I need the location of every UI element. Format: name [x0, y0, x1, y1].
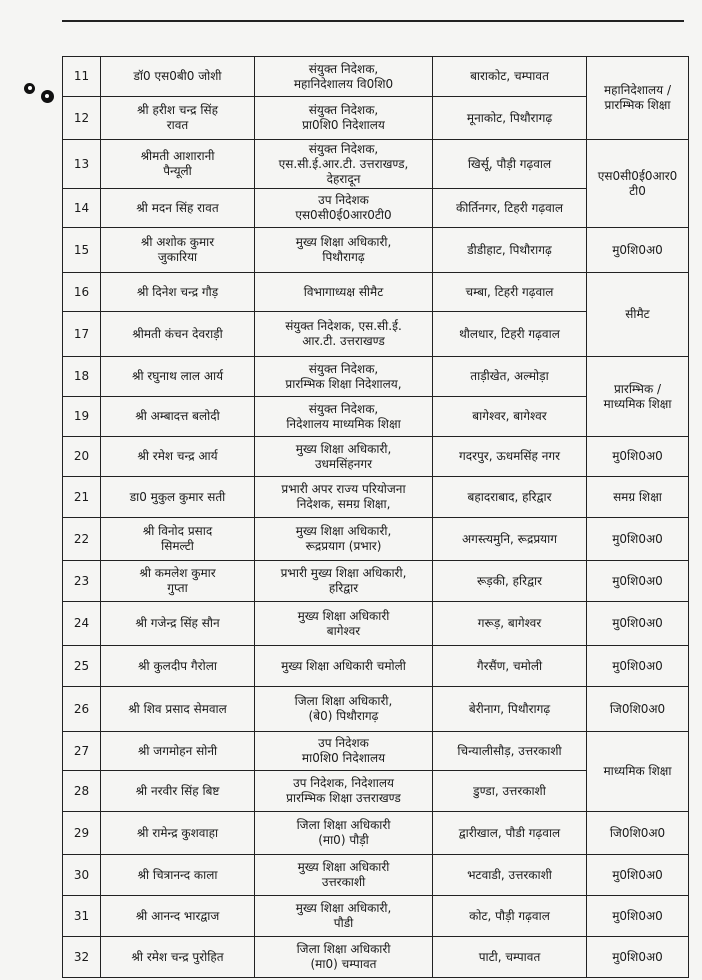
department-cell: जि0शि0अ0 [587, 687, 689, 732]
table-row [63, 228, 689, 273]
assigned-place-cell: बहादराबाद, हरिद्वार [433, 477, 587, 518]
department-cell: जि0शि0अ0 [587, 812, 689, 855]
table-row [63, 646, 689, 687]
officer-name-cell: डॉ0 एस0बी0 जोशी [101, 57, 255, 97]
assigned-place-cell: डुण्डा, उत्तरकाशी [433, 771, 587, 812]
officer-name-cell: श्री शिव प्रसाद सेमवाल [101, 687, 255, 732]
assigned-place-cell: बाराकोट, चम्पावत [433, 57, 587, 97]
serial-number-cell: 11 [63, 57, 101, 97]
officer-name-cell: श्रीमती कंचन देवराड़ी [101, 312, 255, 357]
table-row [63, 140, 689, 189]
officer-name-cell: श्री चित्रानन्द काला [101, 855, 255, 896]
designation-cell: उप निदेशक मा0शि0 निदेशालय [255, 732, 433, 771]
assigned-place-cell: द्वारीखाल, पौडी गढ़वाल [433, 812, 587, 855]
designation-cell: संयुक्त निदेशक, एस.सी.ई.आर.टी. उत्तराखण्ड, देहरादून [255, 140, 433, 189]
designation-cell: संयुक्त निदेशक, प्रारम्भिक शिक्षा निदेशालय, [255, 357, 433, 397]
serial-number-cell: 31 [63, 896, 101, 937]
table-row [63, 477, 689, 518]
assigned-place-cell: मूनाकोट, पिथौरागढ़ [433, 97, 587, 140]
assigned-place-cell: बागेश्वर, बागेश्वर [433, 397, 587, 437]
assigned-place-cell: गरूड़, बागेश्वर [433, 602, 587, 646]
assigned-place-cell: रूड़की, हरिद्वार [433, 561, 587, 602]
assigned-place-cell: गदरपुर, ऊधमसिंह नगर [433, 437, 587, 477]
officer-name-cell: श्री कमलेश कुमार गुप्ता [101, 561, 255, 602]
officer-name-cell: श्री अम्बादत्त बलोदी [101, 397, 255, 437]
department-cell: प्रारम्भिक / माध्यमिक शिक्षा [587, 357, 689, 437]
table-row [63, 896, 689, 937]
officer-name-cell: श्री रमेश चन्द्र आर्य [101, 437, 255, 477]
designation-cell: जिला शिक्षा अधिकारी (मा0) चम्पावत [255, 937, 433, 978]
serial-number-cell: 20 [63, 437, 101, 477]
assigned-place-cell: कीर्तिनगर, टिहरी गढ़वाल [433, 189, 587, 228]
department-cell: सीमैट [587, 273, 689, 357]
designation-cell: संयुक्त निदेशक, निदेशालय माध्यमिक शिक्षा [255, 397, 433, 437]
officer-name-cell: श्री रघुनाथ लाल आर्य [101, 357, 255, 397]
serial-number-cell: 28 [63, 771, 101, 812]
officer-name-cell: श्री रमेश चन्द्र पुरोहित [101, 937, 255, 978]
serial-number-cell: 26 [63, 687, 101, 732]
designation-cell: मुख्य शिक्षा अधिकारी, रूद्रप्रयाग (प्रभार) [255, 518, 433, 561]
officer-name-cell: श्री अशोक कुमार जुकारिया [101, 228, 255, 273]
designation-cell: संयुक्त निदेशक, एस.सी.ई. आर.टी. उत्तराखण्ड [255, 312, 433, 357]
designation-cell: उप निदेशक एस0सी0ई0आर0टी0 [255, 189, 433, 228]
serial-number-cell: 32 [63, 937, 101, 978]
table-body [63, 57, 689, 978]
serial-number-cell: 21 [63, 477, 101, 518]
officer-name-cell: डा0 मुकुल कुमार सती [101, 477, 255, 518]
officer-name-cell: श्री जगमोहन सोनी [101, 732, 255, 771]
header-rule [62, 20, 684, 22]
designation-cell: संयुक्त निदेशक, महानिदेशालय वि0शि0 [255, 57, 433, 97]
designation-cell: मुख्य शिक्षा अधिकारी, पिथौरागढ़ [255, 228, 433, 273]
table-row [63, 273, 689, 312]
officer-name-cell: श्री मदन सिंह रावत [101, 189, 255, 228]
serial-number-cell: 24 [63, 602, 101, 646]
serial-number-cell: 27 [63, 732, 101, 771]
table-row [63, 357, 689, 397]
department-cell: समग्र शिक्षा [587, 477, 689, 518]
department-cell: एस0सी0ई0आर0 टी0 [587, 140, 689, 228]
table-row [63, 518, 689, 561]
assigned-place-cell: डीडीहाट, पिथौरागढ़ [433, 228, 587, 273]
assigned-place-cell: गैरसैंण, चमोली [433, 646, 587, 687]
designation-cell: प्रभारी अपर राज्य परियोजना निदेशक, समग्र शिक्षा, [255, 477, 433, 518]
serial-number-cell: 15 [63, 228, 101, 273]
serial-number-cell: 19 [63, 397, 101, 437]
designation-cell: जिला शिक्षा अधिकारी, (बे0) पिथौरागढ़ [255, 687, 433, 732]
officer-name-cell: श्री गजेन्द्र सिंह सौन [101, 602, 255, 646]
assigned-place-cell: पाटी, चम्पावत [433, 937, 587, 978]
serial-number-cell: 14 [63, 189, 101, 228]
serial-number-cell: 13 [63, 140, 101, 189]
punch-hole-highlight [45, 94, 49, 98]
department-cell: मु0शि0अ0 [587, 437, 689, 477]
table-row [63, 855, 689, 896]
assigned-place-cell: अगस्त्यमुनि, रूद्रप्रयाग [433, 518, 587, 561]
assigned-place-cell: थौलधार, टिहरी गढ़वाल [433, 312, 587, 357]
designation-cell: मुख्य शिक्षा अधिकारी, उधमसिंहनगर [255, 437, 433, 477]
assigned-place-cell: खिर्सू, पौड़ी गढ़वाल [433, 140, 587, 189]
assigned-place-cell: ताड़ीखेत, अल्मोड़ा [433, 357, 587, 397]
table-row [63, 602, 689, 646]
department-cell: मु0शि0अ0 [587, 646, 689, 687]
serial-number-cell: 29 [63, 812, 101, 855]
designation-cell: मुख्य शिक्षा अधिकारी चमोली [255, 646, 433, 687]
table-row [63, 937, 689, 978]
designation-cell: प्रभारी मुख्य शिक्षा अधिकारी, हरिद्वार [255, 561, 433, 602]
table-row [63, 57, 689, 97]
department-cell: माध्यमिक शिक्षा [587, 732, 689, 812]
officer-name-cell: श्री विनोद प्रसाद सिमल्टी [101, 518, 255, 561]
assigned-place-cell: बेरीनाग, पिथौरागढ़ [433, 687, 587, 732]
department-cell: मु0शि0अ0 [587, 602, 689, 646]
department-cell: मु0शि0अ0 [587, 896, 689, 937]
officer-name-cell: श्री आनन्द भारद्वाज [101, 896, 255, 937]
officer-name-cell: श्री रामेन्द्र कुशवाहा [101, 812, 255, 855]
punch-hole-highlight [28, 86, 32, 90]
serial-number-cell: 25 [63, 646, 101, 687]
department-cell: मु0शि0अ0 [587, 561, 689, 602]
table-row [63, 732, 689, 771]
serial-number-cell: 18 [63, 357, 101, 397]
officer-name-cell: श्री कुलदीप गैरोला [101, 646, 255, 687]
officer-name-cell: श्री हरीश चन्द्र सिंह रावत [101, 97, 255, 140]
serial-number-cell: 16 [63, 273, 101, 312]
officer-name-cell: श्रीमती आशारानी पैन्यूली [101, 140, 255, 189]
department-cell: मु0शि0अ0 [587, 518, 689, 561]
assigned-place-cell: कोट, पौड़ी गढ़वाल [433, 896, 587, 937]
table-row [63, 561, 689, 602]
designation-cell: विभागाध्यक्ष सीमैट [255, 273, 433, 312]
serial-number-cell: 30 [63, 855, 101, 896]
designation-cell: संयुक्त निदेशक, प्रा0शि0 निदेशालय [255, 97, 433, 140]
serial-number-cell: 23 [63, 561, 101, 602]
officer-name-cell: श्री नरवीर सिंह बिष्ट [101, 771, 255, 812]
designation-cell: मुख्य शिक्षा अधिकारी उत्तरकाशी [255, 855, 433, 896]
assigned-place-cell: चम्बा, टिहरी गढ़वाल [433, 273, 587, 312]
designation-cell: जिला शिक्षा अधिकारी (मा0) पौड़ी [255, 812, 433, 855]
serial-number-cell: 22 [63, 518, 101, 561]
designation-cell: मुख्य शिक्षा अधिकारी, पौडी [255, 896, 433, 937]
officer-allocation-table [62, 56, 689, 978]
table-row [63, 812, 689, 855]
table-row [63, 687, 689, 732]
officer-name-cell: श्री दिनेश चन्द्र गौड़ [101, 273, 255, 312]
department-cell: मु0शि0अ0 [587, 937, 689, 978]
department-cell: मु0शि0अ0 [587, 228, 689, 273]
serial-number-cell: 12 [63, 97, 101, 140]
serial-number-cell: 17 [63, 312, 101, 357]
department-cell: महानिदेशालय / प्रारम्भिक शिक्षा [587, 57, 689, 140]
designation-cell: उप निदेशक, निदेशालय प्रारम्भिक शिक्षा उत्तराखण्ड [255, 771, 433, 812]
assigned-place-cell: चिन्यालीसौड़, उत्तरकाशी [433, 732, 587, 771]
assigned-place-cell: भटवाडी, उत्तरकाशी [433, 855, 587, 896]
table-row [63, 437, 689, 477]
department-cell: मु0शि0अ0 [587, 855, 689, 896]
designation-cell: मुख्य शिक्षा अधिकारी बागेश्वर [255, 602, 433, 646]
